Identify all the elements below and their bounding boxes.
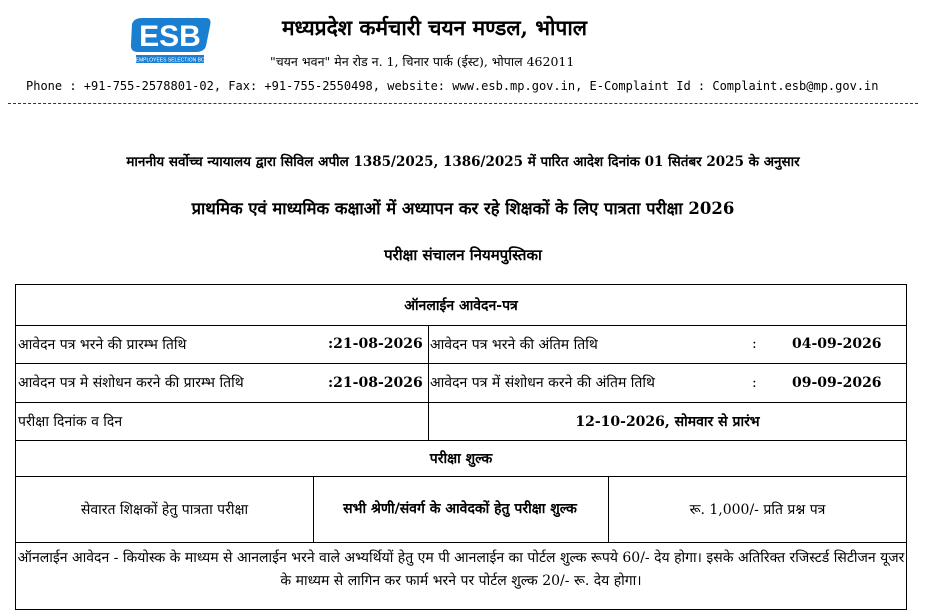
exam-date-suffix: से प्रारंभ	[713, 413, 760, 430]
logo-subtext: M.P. EMPLOYEES SELECTION BOARD	[128, 57, 212, 64]
start-date-value: :21-08-2026	[328, 336, 423, 352]
booklet-title: परीक्षा संचालन नियमपुस्तिका	[384, 246, 542, 264]
header-divider	[8, 103, 918, 104]
edit-end-label: आवेदन पत्र में संशोधन करने की अंतिम तिथि	[430, 375, 655, 391]
exam-date-label: परीक्षा दिनांक व दिन	[18, 413, 123, 430]
exam-title: प्राथमिक एवं माध्यमिक कक्षाओं में अध्यापन कर रहे शिक्षकों के लिए पात्रता परीक्षा 2026	[191, 199, 735, 218]
edit-end-colon: :	[752, 374, 757, 391]
fee-amount: रू. 1,000/- प्रति प्रश्न पत्र	[689, 501, 826, 518]
fee-applicants: सभी श्रेणी/संवर्ग के आवेदकों हेतु परीक्षा शुल्क	[343, 501, 577, 517]
end-date-colon: :	[752, 336, 757, 352]
fee-category: सेवारत शिक्षकों हेतु पात्रता परीक्षा	[80, 501, 249, 518]
portal-fee-note: ऑनलाईन आवेदन - कियोस्क के माध्यम से आनलाईन भरने वाले अभ्यर्थियों हेतु एम पी आनलाईन का पोर्टल शुल्क रूपये 60/- देय होगा। इसके अतिरिक्त रजिस्टर्ड सिटीजन यूजर के माध्यम से लागिन कर फार्म भरने पर पोर्टल शुल्क 20/- रू. देय होगा।	[17, 550, 905, 589]
exam-date-cell	[429, 402, 906, 440]
court-order-heading: माननीय सर्वोच्च न्यायालय द्वारा सिविल अपील 1385/2025, 1386/2025 में पारित आदेश दिनांक 01 सितंबर 2025 के अनुसार	[126, 154, 800, 170]
fee-header: परीक्षा शुल्क	[429, 450, 493, 467]
org-address: "चयन भवन" मेन रोड न. 1, चिनार पार्क (ईस्ट), भोपाल 462011	[270, 54, 575, 69]
org-title: मध्यप्रदेश कर्मचारी चयन मण्डल, भोपाल	[282, 15, 588, 40]
edit-start-value: :21-08-2026	[328, 374, 423, 391]
edit-end-value: 09-09-2026	[792, 374, 882, 391]
esb-logo	[128, 16, 212, 66]
edit-start-label: आवेदन पत्र मे संशोधन करने की प्रारम्भ तिथि	[18, 375, 244, 391]
logo-text: ESB	[139, 20, 201, 53]
info-table	[15, 284, 907, 610]
exam-date-value: 12-10-2026, सोमवार	[575, 413, 714, 430]
online-form-header: ऑनलाईन आवेदन-पत्र	[404, 297, 518, 314]
contact-line: Phone : +91-755-2578801-02, Fax: +91-755-2550498, website: www.esb.mp.gov.in, E-Complaint Id : Complaint.esb@mp.gov.in	[26, 79, 879, 93]
start-date-label: आवेदन पत्र भरने की प्रारम्भ तिथि	[18, 336, 187, 353]
end-date-label: आवेदन पत्र भरने की अंतिम तिथि	[430, 336, 598, 353]
end-date-value: 04-09-2026	[792, 336, 882, 352]
